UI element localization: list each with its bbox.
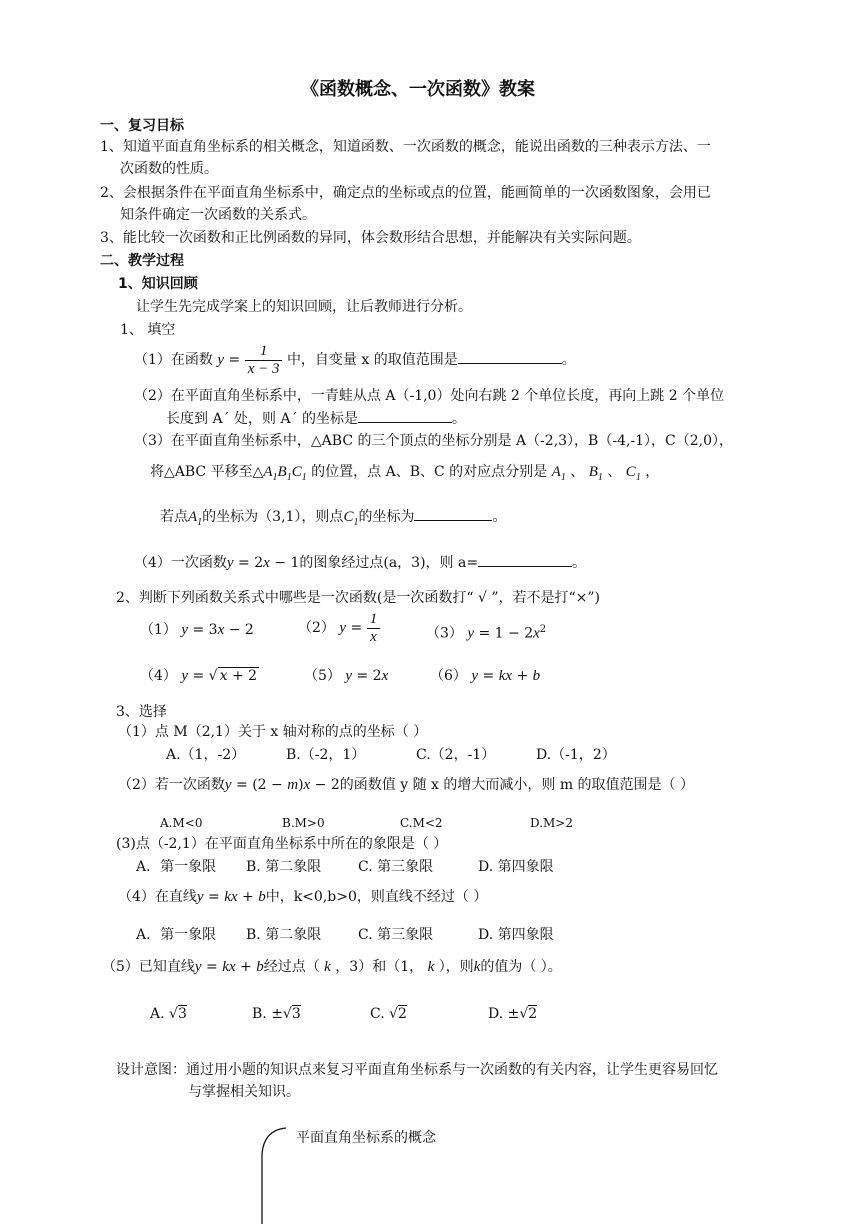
fill-q2-text: 长度到 A´ 处，则 A´ 的坐标是 <box>166 411 359 427</box>
goal-3: 3、能比较一次函数和正比例函数的异同，体会数形结合思想，并能解决有关实际问题。 <box>100 230 641 246</box>
choice-q4-prefix: （4）在直线 <box>118 889 197 905</box>
choice-q1-opt-a[interactable]: A.（1，-2） <box>166 747 246 763</box>
answer-blank[interactable] <box>358 408 452 423</box>
choice-q3: (3)点（-2,1）在平面直角坐标系中所在的象限是（ ） <box>116 836 448 852</box>
fill-heading: 1、 填空 <box>120 322 176 338</box>
choice-q2: （2）若一次函数y = (2 − m)x − 2的函数值 y 随 x 的增大而减小，则 m 的取值范围是（ ） <box>118 777 694 793</box>
choice-q5-opt-d[interactable]: D. ±√2 <box>488 1006 538 1022</box>
choice-q1-opt-d[interactable]: D.（-1，2） <box>536 747 616 763</box>
choice-q1: （1）点 M（2,1）关于 x 轴对称的点的坐标（ ） <box>118 724 428 740</box>
goal-2-line1: 2、会根据条件在平面直角坐标系中，确定点的坐标或点的位置，能画简单的一次函数图象，会用已 <box>100 185 711 201</box>
fill-q1: （1）在函数 y = $\frac{1}{x - 3}$ 中，自变量 x 的取值范围是 。 <box>134 342 576 377</box>
choice-q3-opt-c[interactable]: C. 第三象限 <box>358 859 434 875</box>
choice-q5-opt-b[interactable]: B. ±√3 <box>252 1006 301 1022</box>
section-heading-process: 二、教学过程 <box>100 253 184 269</box>
formula: y <box>224 777 232 793</box>
fill-q3-text2: 的位置，点 A、B、C 的对应点分别是 <box>311 464 548 480</box>
page-title: 《函数概念、一次函数》教案 <box>301 79 535 100</box>
choice-q2-opt-c[interactable]: C.M<2 <box>400 816 443 830</box>
judge-item-4: （4） y = √ x + 2 <box>140 668 258 684</box>
review-intro: 让学生先完成学案上的知识回顾，让后教师进行分析。 <box>136 299 472 315</box>
fill-q3-text3: 若点 <box>160 509 188 525</box>
judge-item-3: （3） $y = 1 - 2x^2$ <box>426 624 547 642</box>
formula: y <box>196 889 204 905</box>
fill-q3-line2: 将△ABC 平移至$\triangle A_1B_1C_1$ 的位置，点 A、B、C 的对应点分别是 $A_1$ 、 $B_1$ 、 $C_1$ ， <box>150 464 660 483</box>
formula-fraction: $\frac{1}{x - 3}$ <box>245 343 283 378</box>
fill-q4-prefix: （4）一次函数 <box>134 555 227 571</box>
choice-q5-opt-c[interactable]: C. √2 <box>370 1006 407 1022</box>
choice-q2-text: 的函数值 y 随 x 的增大而减小，则 m 的取值范围是（ ） <box>339 777 694 793</box>
judge-heading: 2、判断下列函数关系式中哪些是一次函数(是一次函数打“ √ ”，若不是打“×”) <box>116 590 601 606</box>
fill-q3-line1: （3）在平面直角坐标系中，△ABC 的三个顶点的坐标分别是 A（-2,3），B（-4,-1），C（2,0）， <box>134 433 734 449</box>
fill-q3-line3 <box>160 506 506 533</box>
answer-blank[interactable] <box>478 552 572 567</box>
answer-blank[interactable] <box>458 349 562 364</box>
formula-points: $C_1$ <box>625 464 641 483</box>
fill-q3-text5: 的坐标为 <box>358 509 415 525</box>
choice-q4-opt-a[interactable]: A．第一象限 <box>136 927 217 943</box>
choice-q2-prefix: （2）若一次函数 <box>118 777 225 793</box>
choice-q5-text4: 的值为（ ）。 <box>480 959 562 975</box>
fill-q4: （4）一次函数y = 2x − 1的图象经过点(a，3)，则 a= 。 <box>134 552 586 573</box>
period: 。 <box>492 509 507 525</box>
opt-label: A. <box>150 1006 165 1022</box>
fill-q2-line1: （2）在平面直角坐标系中，一青蛙从点 A（-1,0）处向右跳 2 个单位长度，再向上跳 2 个单位 <box>134 388 725 404</box>
period: 。 <box>452 411 467 427</box>
choice-q5-text2: ，3）和（1， <box>335 959 424 975</box>
fill-q3-text4: 的坐标为（3,1），则点 <box>202 509 344 525</box>
formula-points: $B_1$ <box>588 464 603 483</box>
label: （6） <box>430 668 467 684</box>
choice-q5: （5）已知直线y = kx + b经过点（ k ，3）和（1， k ），则k的值为（ ）。 <box>102 959 562 975</box>
choice-q2-opt-b[interactable]: B.M>0 <box>282 816 325 830</box>
opt-label: D. <box>488 1006 504 1022</box>
outline-brace-icon <box>256 1124 296 1224</box>
fill-q1-text: 中，自变量 x 的取值范围是 <box>286 352 458 368</box>
choice-q1-opt-b[interactable]: B.（-2，1） <box>286 747 366 763</box>
choice-q2-opt-d[interactable]: D.M>2 <box>530 816 573 830</box>
choice-q3-opt-b[interactable]: B. 第二象限 <box>246 859 322 875</box>
formula-y-eq: y <box>217 352 225 368</box>
goal-1-line1: 1、知道平面直角坐标系的相关概念，知道函数、一次函数的概念，能说出函数的三种表示方法、一 <box>100 139 711 155</box>
formula-point: $C_1$ <box>343 509 359 528</box>
choice-q3-opt-a[interactable]: A．第一象限 <box>136 859 217 875</box>
choice-q5-opt-a[interactable]: A. √3 <box>150 1006 187 1022</box>
judge-item-5: （5） y = 2x <box>304 668 389 684</box>
formula-var: x <box>263 555 270 571</box>
choice-q3-opt-d[interactable]: D. 第四象限 <box>478 859 554 875</box>
answer-blank[interactable] <box>414 506 492 521</box>
label: （3） <box>426 625 463 642</box>
fill-q4-text: 的图象经过点(a，3)，则 a= <box>299 555 479 571</box>
goal-2-line2: 知条件确定一次函数的关系式。 <box>120 207 316 223</box>
period: 。 <box>561 352 576 368</box>
period: 。 <box>572 555 587 571</box>
formula-triangle: $A_1B_1C_1$ <box>263 464 307 483</box>
label: （1） <box>140 622 177 638</box>
opt-label: B. <box>252 1006 267 1022</box>
opt-label: C. <box>370 1006 385 1022</box>
choice-q4-opt-c[interactable]: C. 第三象限 <box>358 927 434 943</box>
choice-q5-text3: ），则 <box>438 959 474 975</box>
judge-item-1: （1） y = 3x − 2 <box>140 622 254 638</box>
judge-item-2: （2） y = $\frac{1}{x}$ <box>298 608 380 648</box>
design-intent-line1: 设计意图：通过用小题的知识点来复习平面直角坐标系与一次函数的有关内容，让学生更容易回忆 <box>116 1062 718 1078</box>
choice-q4-opt-d[interactable]: D. 第四象限 <box>478 927 554 943</box>
label: （5） <box>304 668 341 684</box>
formula-points: $A_1$ <box>551 464 566 483</box>
fill-q3-text: 将△ABC 平移至△ <box>150 464 264 480</box>
choice-heading: 3、选择 <box>116 704 167 720</box>
choice-q1-opt-c[interactable]: C.（2，-1） <box>416 747 496 763</box>
fill-q1-prefix: （1）在函数 <box>134 352 213 368</box>
judge-item-6: （6） y = kx + b <box>430 668 541 684</box>
formula-point: $A_1$ <box>188 509 203 528</box>
subsection-review: 1、知识回顾 <box>118 276 198 292</box>
choice-q5-prefix: （5）已知直线 <box>102 959 195 975</box>
outline-item: 平面直角坐标系的概念 <box>296 1130 436 1146</box>
formula-fraction: $\frac{1}{x}$ <box>367 611 381 646</box>
choice-q2-opt-a[interactable]: A.M<0 <box>160 816 203 830</box>
choice-q5-text: 经过点（ <box>263 959 320 975</box>
formula: y <box>226 555 234 571</box>
label: （4） <box>140 668 177 684</box>
section-heading-goals: 一、复习目标 <box>100 118 184 134</box>
choice-q4-text: 中，k<0,b>0，则直线不经过（ ） <box>265 889 488 905</box>
formula: y <box>194 959 202 975</box>
goal-1-line2: 次函数的性质。 <box>120 161 218 177</box>
design-intent-line2: 与掌握相关知识。 <box>188 1084 300 1100</box>
choice-q4-opt-b[interactable]: B. 第二象限 <box>246 927 322 943</box>
label: （2） <box>298 620 335 636</box>
choice-q4: （4）在直线y = kx + b中，k<0,b>0，则直线不经过（ ） <box>118 889 488 905</box>
fill-q2-line2 <box>166 408 466 429</box>
